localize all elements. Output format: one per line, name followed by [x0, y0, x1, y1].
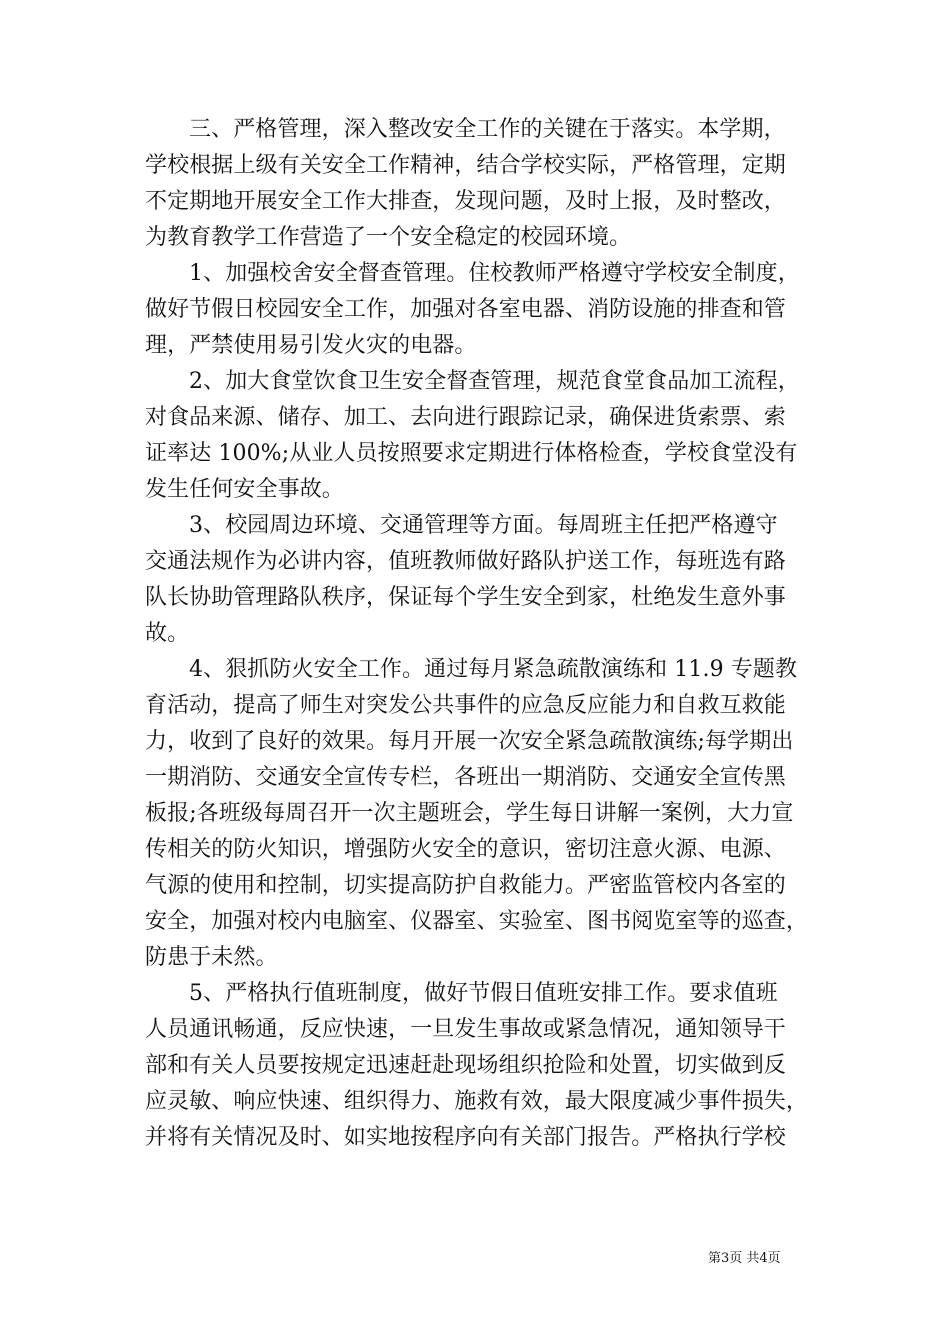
paragraph: [145, 256, 825, 364]
text-line: 人员通讯畅通，反应快速，一旦发生事故或紧急情况，通知领导干: [145, 1017, 786, 1042]
text-line: 交通法规作为必讲内容，值班教师做好路队护送工作，每班选有路: [145, 549, 786, 574]
text-line: 为教育教学工作营造了一个安全稳定的校园环境。: [145, 225, 632, 250]
text-line: 不定期地开展安全工作大排查，发现问题，及时上报，及时整改，: [145, 189, 786, 214]
document-body: [145, 112, 825, 1156]
text-line: 板报;各班级每周召开一次主题班会，学生每日讲解一案例，大力宣: [145, 801, 794, 826]
text-line: 学校根据上级有关安全工作精神，结合学校实际，严格管理，定期: [145, 153, 786, 178]
text-line: 1、加强校舍安全督查管理。住校教师严格遵守学校安全制度，: [189, 261, 800, 286]
text-line: 理，严禁使用易引发火灾的电器。: [145, 333, 477, 358]
text-line: 5、严格执行值班制度，做好节假日值班安排工作。要求值班: [189, 981, 778, 1006]
text-line: 做好节假日校园安全工作，加强对各室电器、消防设施的排查和管: [145, 297, 786, 322]
text-line: 队长协助管理路队秩序，保证每个学生安全到家，杜绝发生意外事: [145, 585, 786, 610]
text-line: 防患于未然。: [145, 945, 278, 970]
text-line: 发生任何安全事故。: [145, 477, 344, 502]
page-number: 第3页 共4页: [708, 1251, 781, 1266]
text-line: 传相关的防火知识，增强防火安全的意识，密切注意火源、电源、: [145, 837, 786, 862]
paragraph: [145, 652, 825, 976]
paragraph: [145, 364, 825, 508]
text-line: 三、严格管理，深入整改安全工作的关键在于落实。本学期，: [189, 117, 786, 142]
text-line: 一期消防、交通安全宣传专栏，各班出一期消防、交通安全宣传黑: [145, 765, 786, 790]
text-line: 并将有关情况及时、如实地按程序向有关部门报告。严格执行学校: [145, 1125, 786, 1150]
text-line: 力，收到了良好的效果。每月开展一次安全紧急疏散演练;每学期出: [145, 729, 794, 754]
text-line: 对食品来源、储存、加工、去向进行跟踪记录，确保进货索票、索: [145, 405, 786, 430]
text-line: 3、校园周边环境、交通管理等方面。每周班主任把严格遵守: [189, 513, 778, 538]
text-line: 部和有关人员要按规定迅速赶赴现场组织抢险和处置，切实做到反: [145, 1053, 786, 1078]
text-line: 育活动，提高了师生对突发公共事件的应急反应能力和自救互救能: [145, 693, 786, 718]
text-line: 应灵敏、响应快速、组织得力、施救有效，最大限度减少事件损失，: [145, 1089, 809, 1114]
text-line: 4、狠抓防火安全工作。通过每月紧急疏散演练和 11.9 专题教: [189, 657, 798, 682]
paragraph: [145, 976, 825, 1156]
text-line: 气源的使用和控制，切实提高防护自救能力。严密监管校内各室的: [145, 873, 786, 898]
text-line: 故。: [145, 621, 190, 646]
paragraph: [145, 112, 825, 256]
text-line: 2、加大食堂饮食卫生安全督查管理，规范食堂食品加工流程，: [189, 369, 800, 394]
paragraph: [145, 508, 825, 652]
text-line: 证率达 100%;从业人员按照要求定期进行体格检查，学校食堂没有: [145, 441, 798, 466]
text-line: 安全，加强对校内电脑室、仪器室、实验室、图书阅览室等的巡查，: [145, 909, 809, 934]
